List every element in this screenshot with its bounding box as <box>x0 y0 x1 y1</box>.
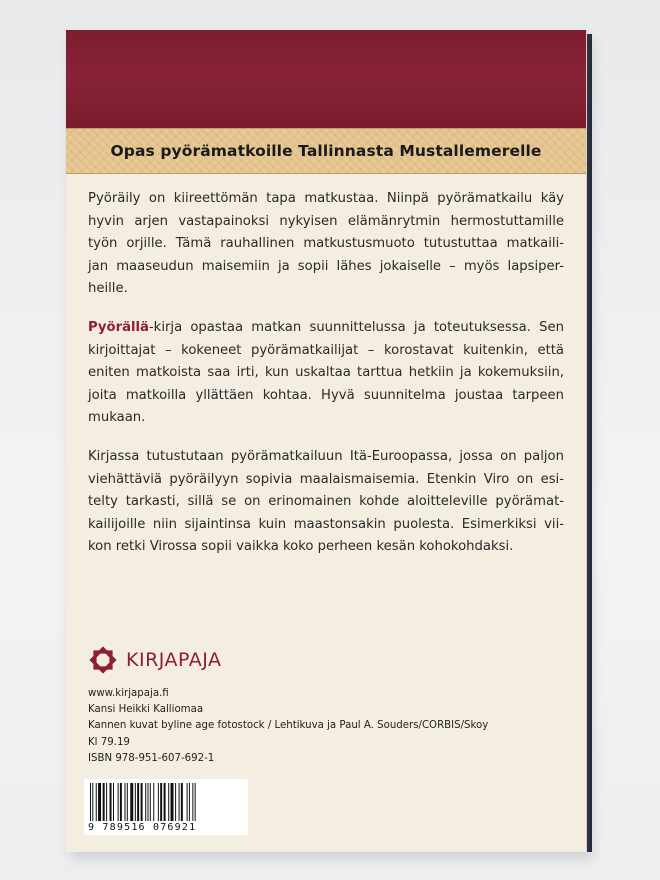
blurb-paragraph-2 <box>88 317 564 430</box>
isbn: ISBN 978-951-607-692-1 <box>88 752 215 764</box>
blurb-text <box>88 188 564 575</box>
kirjapaja-star-icon <box>88 645 118 675</box>
book-back-cover <box>66 30 586 852</box>
blurb-line: työn orjille. Tämä rauhallinen matkustusmuoto tutustuttaa matkaili- <box>88 236 564 252</box>
blurb-line: hyvin arjen vastapainoksi nykyisen elämänrytmin hermostuttamille <box>88 213 564 229</box>
cover-design-credit: Kansi Heikki Kalliomaa <box>88 704 204 716</box>
blurb-line: Kirjassa tutustutaan pyörämatkailuun Itä-Euroopassa, jossa on paljon <box>88 448 564 464</box>
blurb-line: mukaan. <box>88 410 146 426</box>
publisher-website: www.kirjapaja.fi <box>88 688 169 699</box>
blurb-paragraph-3 <box>88 446 564 559</box>
imprint-details <box>88 686 564 767</box>
cover-photo-credit: Kannen kuvat byline age fotostock / Lehtikuva ja Paul A. Souders/CORBIS/Skoy <box>88 720 489 732</box>
blurb-line: kon retki Virossa sopii vaikka koko perheen kesän kohokohdaksi. <box>88 539 514 555</box>
tagline-band <box>66 128 586 174</box>
barcode <box>84 779 248 835</box>
blurb-line: heille. <box>88 281 128 297</box>
barcode-bars <box>88 783 236 821</box>
cover-tagline: Opas pyörämatkoille Tallinnasta Mustallemerelle <box>110 142 542 160</box>
publisher-info <box>88 642 564 835</box>
blurb-line-first <box>88 317 564 340</box>
publisher-logo <box>88 642 564 678</box>
blurb-line: viehättäviä pyöräilyyn sopivia maalaismaisemia. Etenkin Viro on esi- <box>88 471 564 487</box>
blurb-line: Pyöräily on kiireettömän tapa matkustaa. Niinpä pyörämatkailu käy <box>88 191 564 206</box>
blurb-paragraph-1 <box>88 188 564 301</box>
top-color-band <box>66 30 586 128</box>
blurb-line-rest: -kirja opastaa matkan suunnittelussa ja toteutuksessa. Sen <box>148 319 564 335</box>
blurb-line: jan maaseudun maisemiin ja sopii lähes jokaiselle – myös lapsiper- <box>88 258 564 274</box>
blurb-line: kailijoille niin sijaintinsa kuin maastonsakin puolesta. Esimerkiksi vii- <box>88 516 564 532</box>
blurb-line: kirjoittajat – kokeneet pyörämatkailijat – korostavat kuitenkin, että <box>88 342 564 358</box>
barcode-number: 9 789516 076921 <box>88 822 197 834</box>
blurb-line: eniten matkoista saa irti, kun uskaltaa tarttua hetkiin ja kokemuksiin, <box>88 365 564 381</box>
library-classification: Kl 79.19 <box>88 736 130 748</box>
blurb-line: joita matkoilla yllättäen kohtaa. Hyvä suunnitelma joustaa tarpeen <box>88 387 564 403</box>
blurb-line: telty tarkasti, sillä se on erinomainen kohde aloitteleville pyörämat- <box>88 494 564 510</box>
publisher-name: KIRJAPAJA <box>126 649 222 671</box>
book-title-highlight: Pyörällä <box>88 319 149 335</box>
